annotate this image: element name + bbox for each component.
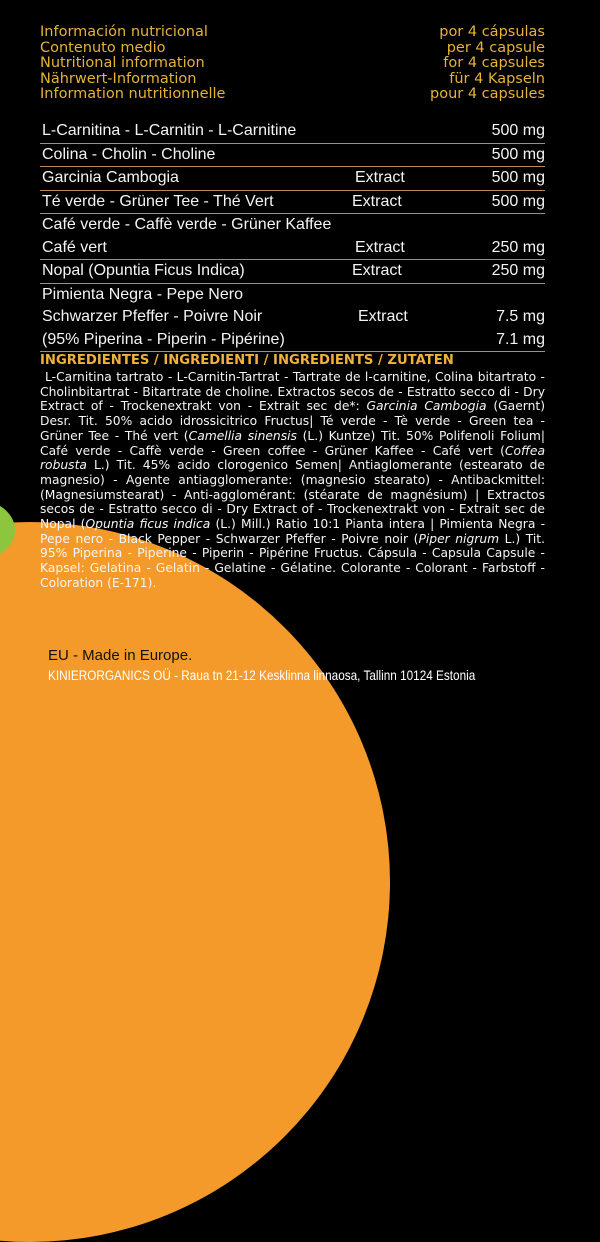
table-row — [40, 329, 545, 353]
header-label: Nährwert-Information — [40, 70, 197, 87]
table-row — [40, 167, 545, 191]
header-row — [40, 25, 545, 41]
table-row — [40, 260, 545, 284]
ingredients-text-part: L.) Tit. 95% Piperina - Piperine - Piperin - Pipérine Fructus. Cápsula - Capsula Capsule - Kapsel: Gelatina - Gelatin - Gelatine - Gélatine. Colorante - Colorant - Farbstoff - Coloration (E-171). — [40, 531, 546, 590]
header-serving: por 4 cápsulas — [439, 24, 545, 40]
ingredients-section — [40, 352, 545, 591]
nutrition-table — [40, 120, 545, 352]
ingredient-name: Café vert — [42, 238, 107, 256]
orange-decorative-shape — [0, 522, 390, 1242]
ingredients-text-part: (Gaernt) Desr. Tit. 50% acido idrossicitrico Fructus| Té verde - Tè verde - Green tea - Grüner Tee - Thé vert ( — [40, 399, 546, 443]
ingredient-type: Extract — [355, 238, 405, 256]
header-label: Contenuto medio — [40, 39, 166, 56]
company-address: KINIERORGANICS OÜ - Raua tn 21-12 Kesklinna linnaosa, Tallinn 10124 Estonia — [48, 667, 476, 683]
ingredient-name: Garcinia Cambogia — [42, 169, 179, 186]
ingredient-type: Extract — [352, 262, 402, 279]
header-row — [40, 87, 545, 103]
ingredients-title: INGREDIENTES / INGREDIENTI / INGREDIENTS / ZUTATEN — [40, 353, 454, 368]
ingredients-text-part: L-Carnitina tartrato - L-Carnitin-Tartrat - Tartrate de l-carnitine, Colina bitartrato - Cholinbitartrat - Bitartrate de choline. Extractos secos de - Estratto secco di - Dry Extract of - Trockenextrakt von - Extrait sec de*: — [40, 370, 545, 414]
botanical-name: Camellia sinensis — [188, 428, 297, 443]
header-row — [40, 72, 545, 88]
ingredient-amount: 250 mg — [491, 238, 545, 256]
ingredient-amount: 7.5 mg — [496, 308, 545, 325]
table-row — [40, 144, 545, 168]
nutrition-header — [40, 25, 545, 103]
header-serving: für 4 Kapseln — [449, 70, 545, 87]
ingredients-text-part: (L.) Kuntze) Tit. 50% Polifenoli Folium| Café verde - Caffè verde - Green coffee - Grüner Kaffee - Café vert ( — [40, 428, 545, 458]
header-row — [40, 41, 545, 57]
table-row — [40, 191, 545, 215]
ingredient-name: Café verde - Caffè verde - Grüner Kaffee — [42, 216, 332, 233]
botanical-name: Opuntia ficus indica — [85, 517, 211, 532]
table-row — [40, 306, 545, 329]
ingredient-amount: 500 mg — [491, 122, 545, 139]
ingredient-amount: 7.1 mg — [496, 330, 545, 348]
header-row — [40, 56, 545, 72]
ingredients-text-part: L.) Tit. 45% acido clorogenico Semen| Antiaglomerante (estearato de magnesio) - Agente antiagglomerante: (magnesio stearato) - Antibackmittel: (Magnesiumstearat) - Anti-agglomérant: (stéarate de magnésium) | Extractos secos de - Estratto secco di - Dry Extract of - Trockenextrakt von - Extrait sec de Nopal ( — [40, 458, 545, 532]
ingredient-name: (95% Piperina - Piperin - Pipérine) — [42, 330, 285, 348]
botanical-name: Garcinia Cambogia — [366, 399, 487, 414]
header-label: Information nutritionnelle — [40, 86, 226, 102]
footer — [48, 646, 557, 684]
ingredient-type: Extract — [355, 169, 405, 186]
ingredient-name: Colina - Cholin - Choline — [42, 145, 216, 163]
table-row — [40, 284, 545, 307]
header-serving: per 4 capsule — [446, 39, 545, 56]
ingredient-name: Pimienta Negra - Pepe Nero — [42, 285, 243, 303]
made-in-text: EU - Made in Europe. — [48, 647, 193, 664]
ingredient-type: Extract — [358, 308, 408, 325]
header-serving: pour 4 capsules — [430, 86, 545, 102]
botanical-name: Coffea robusta — [40, 443, 545, 473]
table-row — [40, 120, 545, 144]
header-label: Información nutricional — [40, 24, 208, 40]
ingredient-name: L-Carnitina - L-Carnitin - L-Carnitine — [42, 122, 297, 139]
header-serving: for 4 capsules — [443, 55, 545, 71]
ingredient-name: Schwarzer Pfeffer - Poivre Noir — [42, 308, 263, 325]
table-row — [40, 214, 545, 237]
ingredient-name: Nopal (Opuntia Ficus Indica) — [42, 262, 245, 279]
ingredients-text — [40, 370, 545, 591]
table-row — [40, 237, 545, 261]
ingredient-amount: 500 mg — [491, 192, 545, 210]
ingredient-amount: 500 mg — [491, 169, 545, 186]
header-label: Nutritional information — [40, 55, 205, 71]
ingredients-text-part: (L.) Mill.) Ratio 10:1 Pianta intera | Pimienta Negra - Pepe nero - Black Pepper - Schwarzer Pfeffer - Poivre noir ( — [40, 517, 546, 546]
ingredient-type: Extract — [352, 192, 402, 210]
ingredient-amount: 250 mg — [491, 262, 545, 279]
ingredient-amount: 500 mg — [491, 145, 545, 163]
ingredient-name: Té verde - Grüner Tee - Thé Vert — [42, 192, 274, 210]
botanical-name: Piper nigrum — [418, 531, 500, 546]
